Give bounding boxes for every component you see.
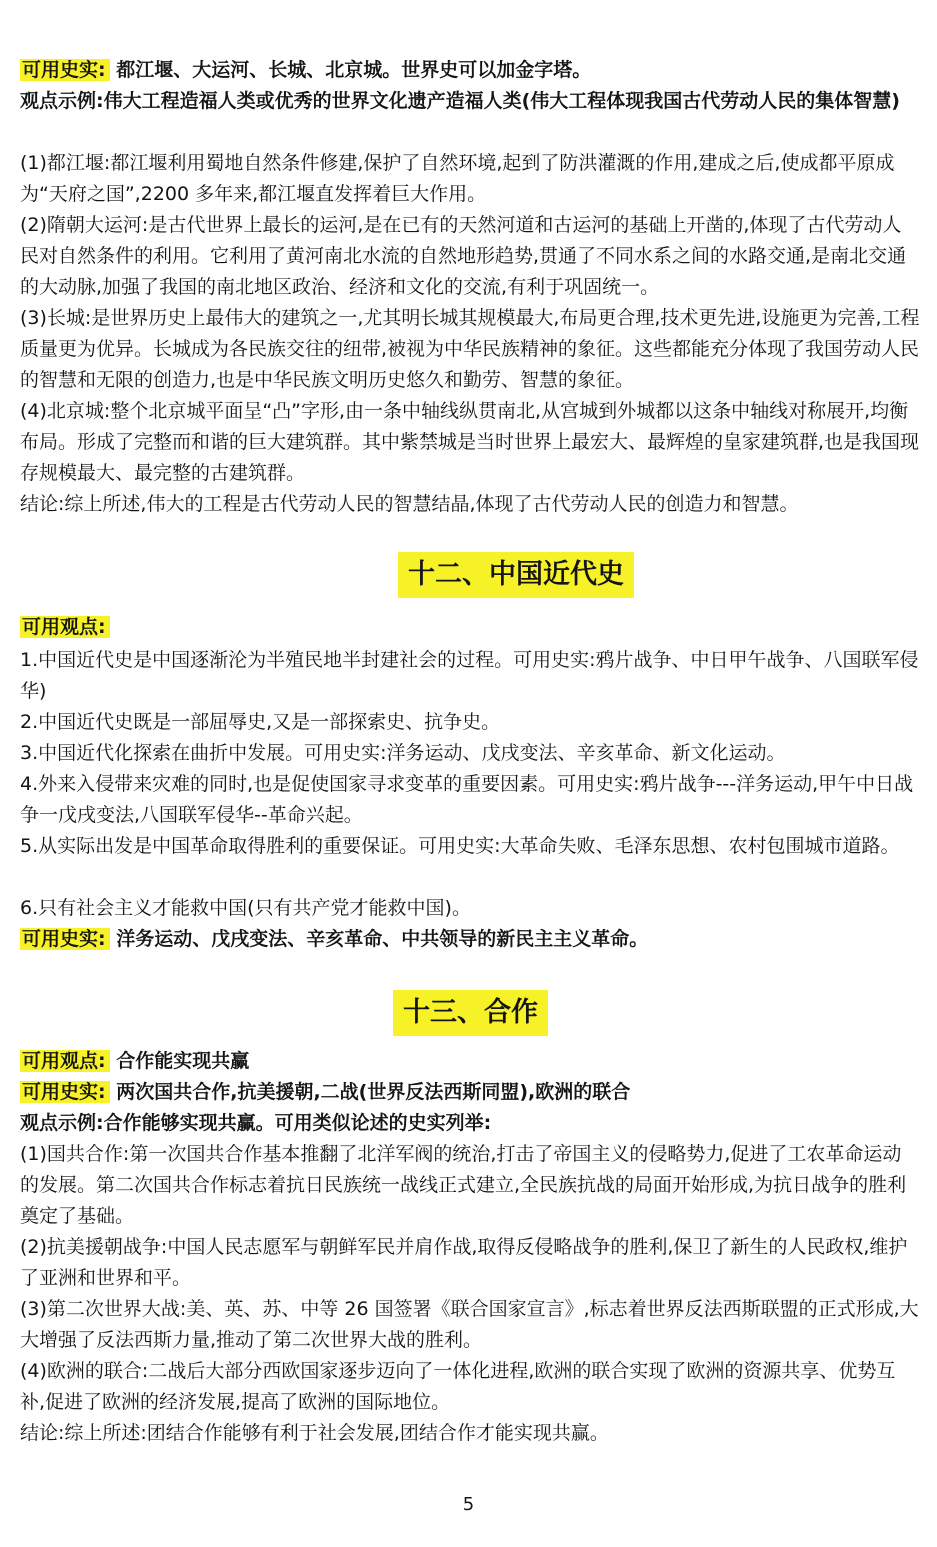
s13-facts-label: 可用史实:: [20, 1081, 110, 1103]
s11-item-2: (2)隋朝大运河:是古代世界上最长的运河,是在已有的天然河道和古运河的基础上开凿的,体现了古代劳动人民对自然条件的利用。它利用了黄河南北水流的自然地形趋势,贯通了不同水系之间的水路交通,是南北交通的大动脉,加强了我国的南北地区政治、经济和文化的交流,有利于巩固统一。: [20, 214, 907, 298]
s11-item-4: (4)北京城:整个北京城平面呈“凸”字形,由一条中轴线纵贯南北,从宫城到外城都以这条中轴线对称展开,均衡布局。形成了完整而和谐的巨大建筑群。其中紫禁城是当时世界上最宏大、最辉煌的皇家建筑群,也是我国现存规模最大、最完整的古建筑群。: [20, 400, 920, 484]
s12-facts-text: 洋务运动、戊戌变法、辛亥革命、中共领导的新民主主义革命。: [109, 928, 649, 950]
s11-facts-line: [20, 55, 920, 86]
s13-example-line: 观点示例:合作能够实现共赢。可用类似论述的史实列举:: [20, 1112, 492, 1134]
s13-item-3: (3)第二次世界大战:美、英、苏、中等 26 国签署《联合国家宣言》,标志着世界反法西斯联盟的正式形成,大大增强了反法西斯力量,推动了第二次世界大战的胜利。: [20, 1298, 919, 1351]
page-number: 5: [462, 1494, 475, 1515]
s12-facts-label: 可用史实:: [20, 928, 110, 950]
s13-views-text: 合作能实现共赢: [109, 1050, 250, 1072]
s13-facts-line: [20, 1077, 920, 1108]
list-item: 5.从实际出发是中国革命取得胜利的重要保证。可用史实:大革命失败、毛泽东思想、农村包围城市道路。: [20, 835, 900, 857]
s13-facts-text: 两次国共合作,抗美援朝,二战(世界反法西斯同盟),欧洲的联合: [109, 1081, 631, 1103]
list-item: 1.中国近代史是中国逐渐沦为半殖民地半封建社会的过程。可用史实:鸦片战争、中日甲午战争、八国联军侵华): [20, 649, 919, 702]
list-item: 2.中国近代史既是一部屈辱史,又是一部探索史、抗争史。: [20, 711, 501, 733]
s11-item-3: (3)长城:是世界历史上最伟大的建筑之一,尤其明长城其规模最大,布局更合理,技术更先进,设施更为完善,工程质量更为优异。长城成为各民族交往的纽带,被视为中华民族精神的象征。这些都能充分体现了我国劳动人民的智慧和无限的创造力,也是中华民族文明历史悠久和勤劳、智慧的象征。: [20, 307, 920, 391]
list-item: 6.只有社会主义才能救中国(只有共产党才能救中国)。: [20, 897, 471, 919]
list-item: 4.外来入侵带来灾难的同时,也是促使国家寻求变革的重要因素。可用史实:鸦片战争---洋务运动,甲午中日战争一戊戌变法,八国联军侵华--革命兴起。: [20, 773, 914, 826]
s11-facts-label: 可用史实:: [20, 59, 110, 81]
s13-views-label: 可用观点:: [20, 1050, 110, 1072]
s11-facts-text: 都江堰、大运河、长城、北京城。世界史可以加金字塔。: [109, 59, 592, 81]
s12-facts-line: [20, 924, 920, 955]
s12-views-line: [20, 612, 920, 643]
s13-item-4: (4)欧洲的联合:二战后大部分西欧国家逐步迈向了一体化进程,欧洲的联合实现了欧洲的资源共享、优势互补,促进了欧洲的经济发展,提高了欧洲的国际地位。: [20, 1360, 896, 1413]
s13-views-line: [20, 1046, 920, 1077]
s13-conclusion: 结论:综上所述:团结合作能够有利于社会发展,团结合作才能实现共赢。: [20, 1422, 609, 1444]
s12-heading: 十二、中国近代史: [398, 552, 634, 598]
s13-item-2: (2)抗美援朝战争:中国人民志愿军与朝鲜军民并肩作战,取得反侵略战争的胜利,保卫了新生的人民政权,维护了亚洲和世界和平。: [20, 1236, 908, 1289]
s12-views-label: 可用观点:: [20, 616, 110, 638]
s11-conclusion: 结论:综上所述,伟大的工程是古代劳动人民的智慧结晶,体现了古代劳动人民的创造力和智慧。: [20, 493, 799, 515]
s11-example-line: 观点示例:伟大工程造福人类或优秀的世界文化遗产造福人类(伟大工程体现我国古代劳动人民的集体智慧): [20, 90, 900, 112]
s13-item-1: (1)国共合作:第一次国共合作基本推翻了北洋军阀的统治,打击了帝国主义的侵略势力,促进了工农革命运动的发展。第二次国共合作标志着抗日民族统一战线正式建立,全民族抗战的局面开始形成,为抗日战争的胜利奠定了基础。: [20, 1143, 907, 1227]
list-item: 3.中国近代化探索在曲折中发展。可用史实:洋务运动、戊戌变法、辛亥革命、新文化运动。: [20, 742, 786, 764]
s11-item-1: (1)都江堰:都江堰利用蜀地自然条件修建,保护了自然环境,起到了防洪灌溉的作用,建成之后,使成都平原成为“天府之国”,2200 多年来,都江堰直发挥着巨大作用。: [20, 152, 895, 205]
s13-heading: 十三、合作: [393, 990, 548, 1036]
